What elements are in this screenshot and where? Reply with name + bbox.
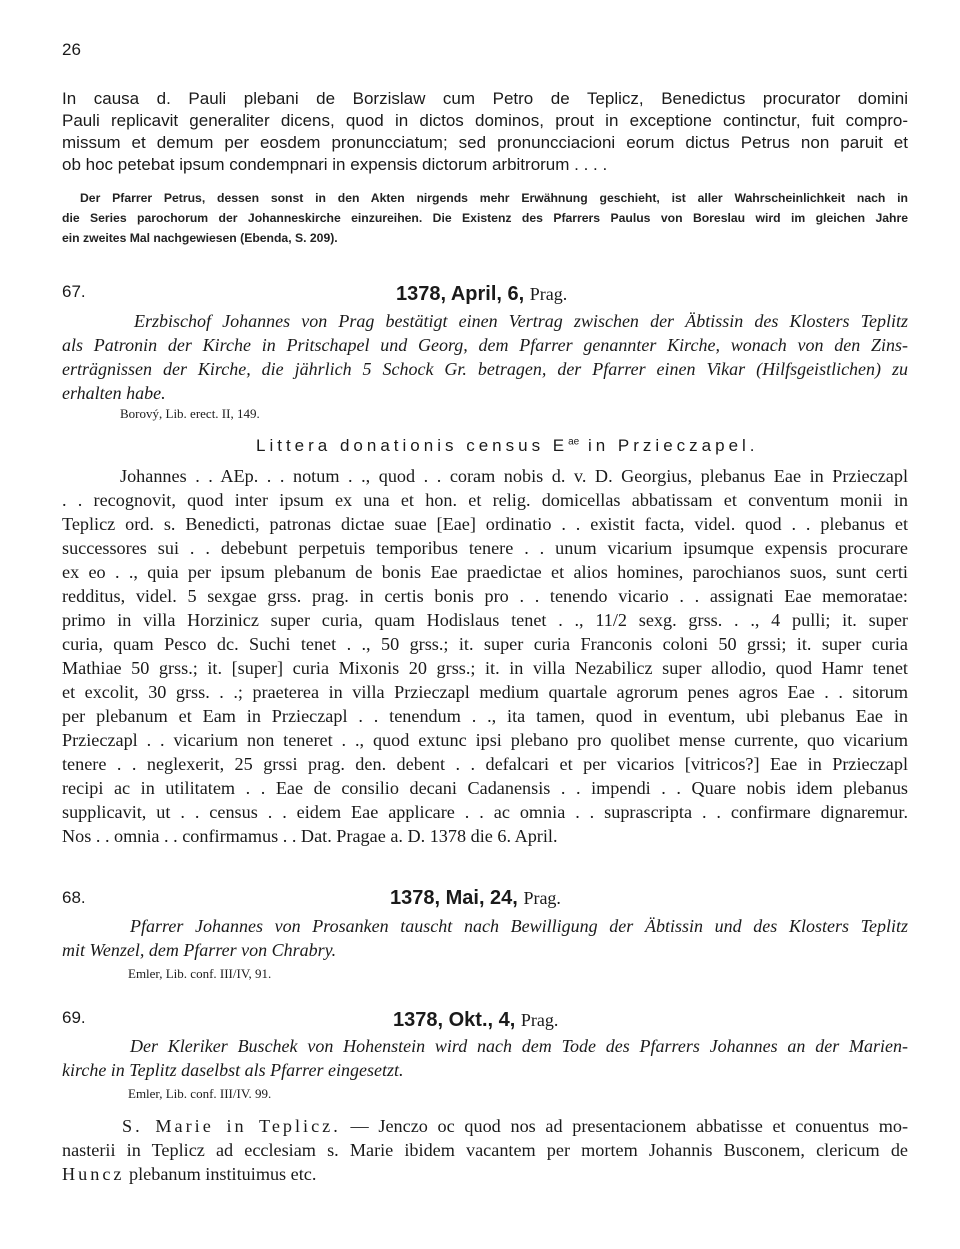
note-line: die Series parochorum der Johanneskirche einzureihen. Die Existenz des Pfarrers Paulus von Boreslau wird im gleichen Jahre [62,211,908,225]
text-part: plebanum instituimus etc. [124,1164,317,1184]
text-line: recipi ac in utilitatem . . Eae de consilio decani Cadanensis . . impendi . . Quare nobis idem plebanus [62,778,908,798]
regest-line: erhalten habe. [62,383,166,403]
entry-number: 68. [62,888,86,907]
regest-line: kirche in Teplitz daselbst als Pfarrer eingesetzt. [62,1060,404,1080]
intro-line: missum et demum per eosdem pronuncciatum; sed pronuncciacioni eorum dictus Petrus non paruit et [62,133,908,152]
date-text: 1378, April, 6, [396,283,525,305]
date-text: 1378, Okt., 4, [393,1009,516,1031]
document-text-67 [62,464,908,848]
entry-number: 67. [62,282,86,301]
date-text: 1378, Mai, 24, [390,887,518,909]
intro-line: In causa d. Pauli plebani de Borzislaw cum Petro de Teplicz, Benedictus procurator domini [62,89,908,108]
regest-line: Erzbischof Johannes von Prag bestätigt einen Vertrag zwischen der Äbtissin des Klosters Teplitz [134,311,908,331]
text-dash: — [340,1116,379,1136]
note-line: ein zweites Mal nachgewiesen (Ebenda, S. 209). [62,231,338,245]
document-title [256,436,759,456]
intro-line: Pauli replicavit generaliter dicens, quod in dictos dominos, prout in exceptione continctur, fuit compro- [62,111,908,130]
text-line: redditus, videl. 5 sexgae grss. prag. in certis bonis pro . . tenendo vicario . . assignati Eae memoratae: [62,586,908,606]
text-line: curia, quam Pesco dc. Suchi tenet . ., 50 grss.; it. super curia Franconis coloni 50 grssi; it. super curia [62,634,908,654]
text-line: successores sui . . debebunt perpetuis temporibus tenere . . unum vicarium ipsumque expensis procurare [62,538,908,558]
regest-line: mit Wenzel, dem Pfarrer von Chrabry. [62,940,337,960]
text-line: primo in villa Horzinicz super curia, quam Hodislaus tenet . ., 11/2 sexg. grss. . ., 4 pulli; it. super [62,610,908,630]
place-heading: S. Marie in Teplicz. [122,1116,341,1136]
note-line: Der Pfarrer Petrus, dessen sonst in den Akten nirgends mehr Erwähnung geschieht, ist aller Wahrscheinlichkeit nach in [80,191,908,205]
text-line: per plebanum et Eam in Przieczapl . . tenendum . ., ita tamen, quod in eventum, ubi plebanus Eae in [62,706,908,726]
regest-line: Pfarrer Johannes von Prosanken tauscht nach Bewilligung der Äbtissin und des Klosters Teplitz [130,916,908,936]
regest-67 [62,309,908,405]
regest-line: erträgnissen der Kirche, die jährlich 5 Schock Gr. betragen, der Pfarrer einen Vikar (Hilfsgeistlichen) zu [62,359,908,379]
text-line: Mathiae 50 grss.; it. [super] curia Mixonis 20 grss.; it. in villa Nezabilicz super allodio, quod Hamr tenet [62,658,908,678]
source-reference: Borový, Lib. erect. II, 149. [120,406,260,421]
place-name: Huncz [62,1164,125,1184]
text-line [62,1162,908,1186]
text-line: . . recognovit, quod inter ipsum ex una et hon. et relig. domicellas abbatissam et conventum monii in [62,490,908,510]
text-line: et excolit, 30 grss. . .; praeterea in villa Przieczapl medium quartale agrorum penes agros Eae . . sitorum [62,682,908,702]
text-line: Nos . . omnia . . confirmamus . . Dat. Pragae a. D. 1378 die 6. April. [62,826,558,846]
text-line: ex eo . ., quia per ipsum plebanum de bonis Eae praedictae et alios homines, parochianos suos, sunt certi [62,562,908,582]
document-text-69 [62,1114,908,1186]
source-reference: Emler, Lib. conf. III/IV. 99. [128,1086,272,1101]
title-superscript: ae [568,436,580,448]
entry-date [393,1009,558,1032]
page-number: 26 [62,40,81,59]
place-text: Prag. [523,888,561,908]
regest-68 [62,914,908,962]
place-text: Prag. [520,1010,559,1030]
entry-date [390,887,561,910]
text-part: Jenczo oc quod nos ad presentacionem abbatisse et conuentus mo- [378,1116,909,1136]
title-part: Littera donationis census E [256,436,569,455]
text-line: nasterii in Teplicz ad ecclesiam s. Marie ibidem vacantem per mortem Johannis Busconem, clericum de [62,1140,908,1160]
intro-line: ob hoc petebat ipsum condempnari in expensis dictorum arbitrorum . . . . [62,155,608,174]
entry-number: 69. [62,1008,86,1027]
text-line: Johannes . . AEp. . . notum . ., quod . . coram nobis d. v. D. Georgius, plebanus Eae in Przieczapl [120,466,908,486]
text-line: tenere . . neglexerit, 25 grssi prag. den. debent . . defalcari et per vicarios [vitricos?] Eae in Przieczapl [62,754,908,774]
text-line [62,1114,908,1138]
intro-note [62,188,908,248]
entry-date [396,283,567,306]
source-reference: Emler, Lib. conf. III/IV, 91. [128,966,272,981]
title-part: in Przieczapel. [579,436,759,455]
text-line: supplicavit, ut . . census . . eidem Eae applicare . . ac omnia . . suprascripta . . confirmare dignaremur. [62,802,908,822]
text-line: Przieczapl . . vicarium non teneret . ., quod extunc ipsi plebano pro quolibet mense currente, quo vicarium [62,730,908,750]
place-text: Prag. [529,284,568,304]
regest-line: als Patronin der Kirche in Pritschapel und Georg, dem Pfarrer genannter Kirche, wonach von den Zins- [62,335,908,355]
regest-line: Der Kleriker Buschek von Hohenstein wird nach dem Tode des Pfarrers Johannes an der Marien- [130,1036,908,1056]
regest-69 [62,1034,908,1082]
intro-paragraph [62,88,908,176]
text-line: Teplicz ord. s. Benedicti, patronas dictae suae [Eae] ordinatio . . existit facta, videl. quod . . plebanus et [62,514,908,534]
